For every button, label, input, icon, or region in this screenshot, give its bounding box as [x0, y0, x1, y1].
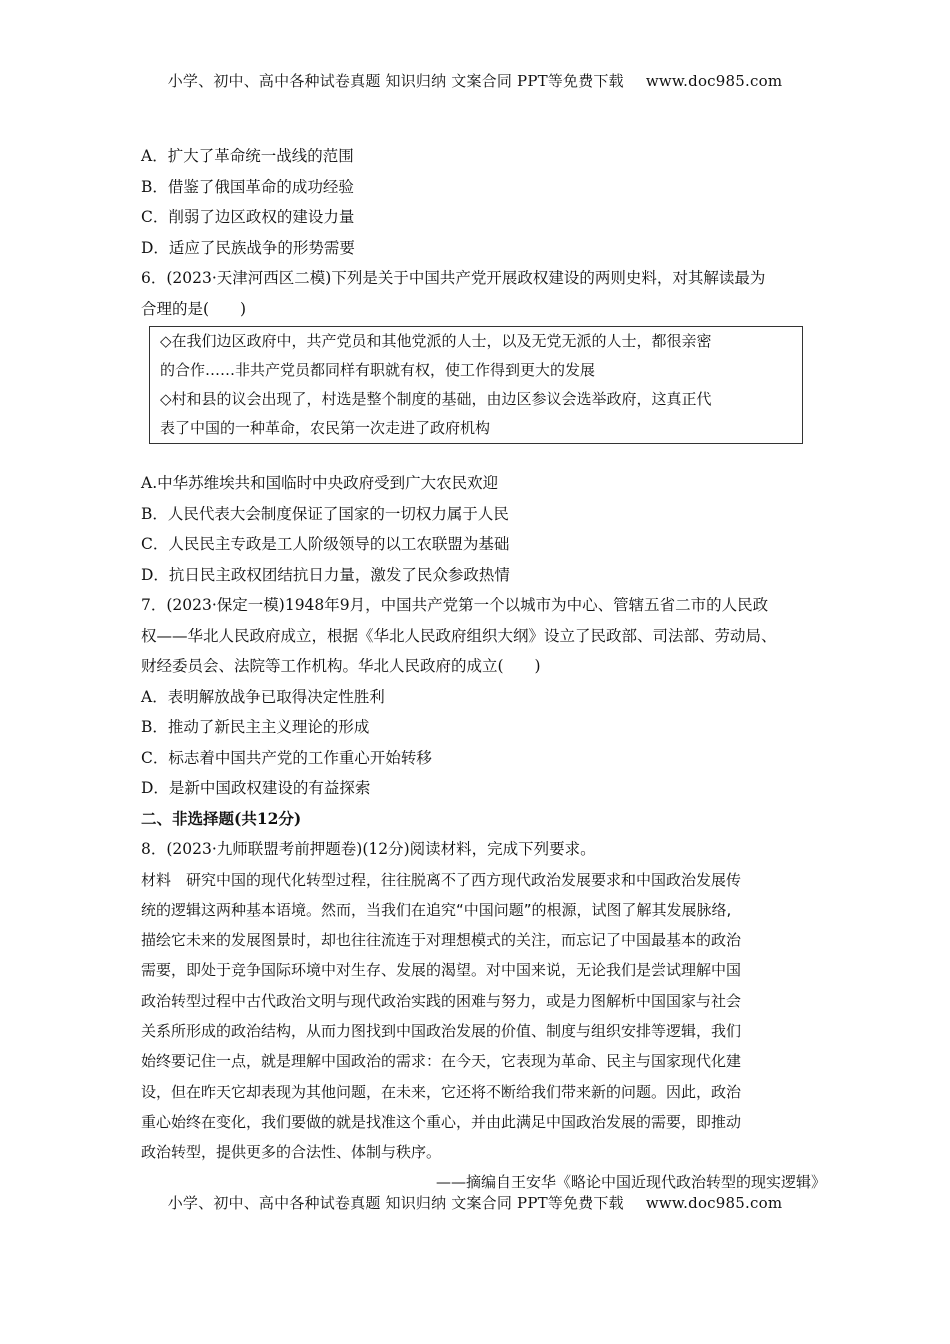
- q6-option-a: A.中华苏维埃共和国临时中央政府受到广大农民欢迎: [141, 474, 499, 492]
- question-8: [141, 834, 826, 1198]
- material-line: 始终要记住一点，就是理解中国政治的需求：在今天，它表现为革命、民主与国家现代化建: [141, 1052, 742, 1071]
- q7-stem-line: 权——华北人民政府成立，根据《华北人民政府组织大纲》设立了民政部、司法部、劳动局、: [141, 626, 777, 645]
- q6-source-box: [149, 326, 803, 444]
- page-header: [0, 70, 950, 91]
- question-6: [141, 263, 826, 590]
- footer-url[interactable]: www.doc985.com: [645, 1194, 783, 1212]
- header-text: 小学、初中、高中各种试卷真题 知识归纳 文案合同 PPT等免费下载: [167, 72, 624, 90]
- q6-stem-line1: 6．(2023·天津河西区二模)下列是关于中国共产党开展政权建设的两则史料，对其解读最为: [141, 269, 766, 287]
- page-content: [141, 141, 826, 1198]
- material-attribution: ——摘编自王安华《略论中国近现代政治转型的现实逻辑》: [435, 1173, 826, 1192]
- q5-option-b: B．借鉴了俄国革命的成功经验: [141, 177, 354, 196]
- header-url[interactable]: www.doc985.com: [645, 72, 783, 90]
- q6-option-b: B．人民代表大会制度保证了国家的一切权力属于人民: [141, 504, 509, 523]
- material-line: 统的逻辑这两种基本语境。然而，当我们在追究“中国问题”的根源，试图了解其发展脉络,: [141, 900, 732, 919]
- page-footer: [0, 1192, 950, 1213]
- q5-option-c: C．削弱了边区政权的建设力量: [141, 208, 355, 226]
- material-line: 描绘它未来的发展图景时，却也往往流连于对理想模式的关注，而忘记了中国最基本的政治: [141, 931, 742, 950]
- q5-option-d: D．适应了民族战争的形势需要: [141, 238, 355, 257]
- section-title: 二、非选择题(共12分): [141, 808, 302, 828]
- q5-options: [141, 141, 826, 263]
- q5-option-a: A．扩大了革命统一战线的范围: [141, 147, 354, 165]
- material-line: 政治转型过程中古代政治文明与现代政治实践的困难与努力，或是力图解析中国国家与社会: [141, 991, 742, 1010]
- q7-option-a: A．表明解放战争已取得决定性胜利: [141, 687, 385, 706]
- material-line: 需要，即处于竞争国际环境中对生存、发展的渴望。对中国来说，无论我们是尝试理解中国: [141, 961, 742, 980]
- q6-option-d: D．抗日民主政权团结抗日力量，激发了民众参政热情: [141, 565, 510, 584]
- q8-stem: 8．(2023·九师联盟考前押题卷)(12分)阅读材料，完成下列要求。: [141, 840, 596, 858]
- q6-box-line: 的合作……非共产党员都同样有职就有权，使工作得到更大的发展: [160, 361, 596, 379]
- q6-box-line: ◇在我们边区政府中，共产党员和其他党派的人士，以及无党无派的人士，都很亲密: [160, 332, 712, 350]
- material-line: 设，但在昨天它却表现为其他问题，在未来，它还将不断给我们带来新的问题。因此，政治: [141, 1082, 742, 1101]
- material-line: 关系所形成的政治结构，从而力图找到中国政治发展的价值、制度与组织安排等逻辑，我们: [141, 1021, 742, 1040]
- q6-stem-line2: 合理的是( ): [141, 299, 247, 318]
- q8-material: [141, 865, 826, 1168]
- q6-option-c: C．人民民主专政是工人阶级领导的以工农联盟为基础: [141, 535, 510, 553]
- question-7: [141, 590, 826, 804]
- material-line: 材料 研究中国的现代化转型过程，往往脱离不了西方现代政治发展要求和中国政治发展传: [141, 870, 742, 889]
- q7-option-b: B．推动了新民主主义理论的形成: [141, 718, 370, 736]
- material-line: 政治转型，提供更多的合法性、体制与秩序。: [141, 1143, 442, 1162]
- q6-box-line: ◇村和县的议会出现了，村选是整个制度的基础，由边区参议会选举政府，这真正代: [160, 390, 712, 408]
- q6-box-line: 表了中国的一种革命，农民第一次走进了政府机构: [160, 419, 491, 437]
- material-line: 重心始终在变化，我们要做的就是找准这个重心，并由此满足中国政治发展的需要，即推动: [141, 1112, 742, 1131]
- q7-option-c: C．标志着中国共产党的工作重心开始转移: [141, 748, 432, 767]
- footer-text: 小学、初中、高中各种试卷真题 知识归纳 文案合同 PPT等免费下载: [167, 1194, 624, 1212]
- q7-option-d: D．是新中国政权建设的有益探索: [141, 779, 371, 797]
- q7-stem-line: 7．(2023·保定一模)1948年9月，中国共产党第一个以城市为中心、管辖五省二市的人民政: [141, 596, 769, 614]
- spacer: [141, 444, 826, 468]
- q7-stem-line: 财经委员会、法院等工作机构。华北人民政府的成立( ): [141, 657, 541, 675]
